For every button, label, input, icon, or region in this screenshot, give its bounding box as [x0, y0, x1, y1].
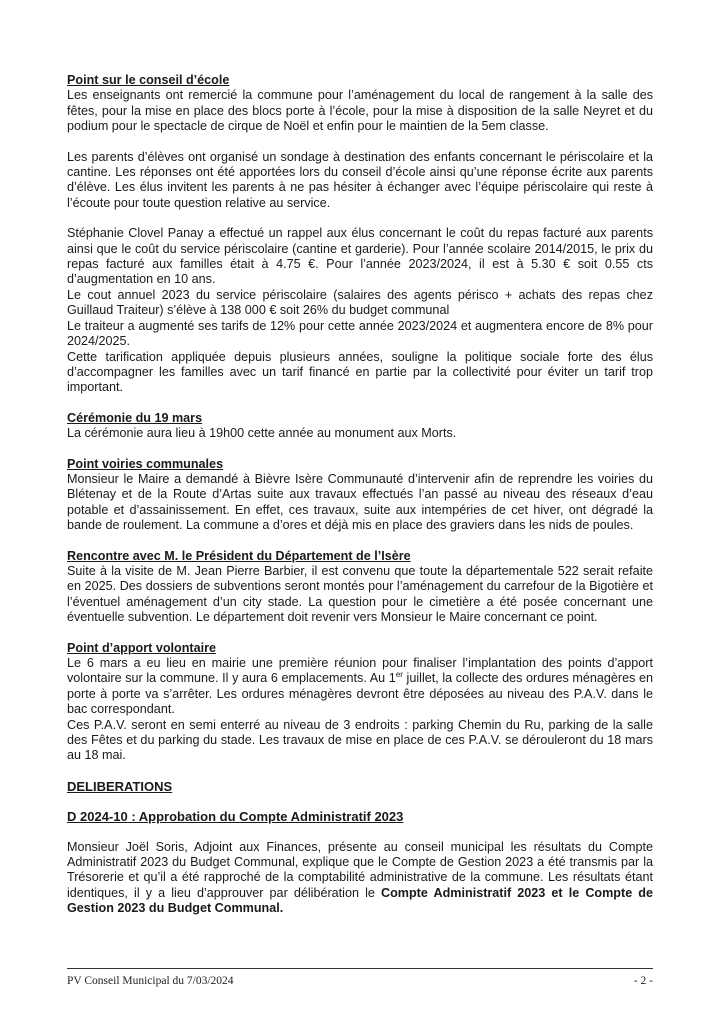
paragraph: Les parents d’élèves ont organisé un sondage à destination des enfants concernant le périscolaire et la cantine. Les réponses ont été apportées lors du conseil d’école ainsi qu’une réponse écrite aux parents d’élève. Les élus invitent les parents à ne pas hésiter à échanger avec l’équipe périscolaire qui reste à l’écoute pour toute question relative au service. [67, 149, 653, 210]
text-run: Monsieur Joël Soris, Adjoint aux Finances, présente au conseil municipal les résultats du Compte Administratif 2023 du Budget Communal, explique que le Compte de Gestion 2023 a été transmis par la Trésorerie et qu’il a été rapproché de la comptabilité administrative de la commune. Les résultats étant identiques, il y a lieu d’approuver par délibération le [67, 839, 653, 900]
paragraph [67, 656, 653, 718]
section-title-apport: Point d’apport volontaire [67, 640, 217, 655]
section-title-conseil-ecole: Point sur le conseil d’école [67, 73, 230, 87]
section-title-d2024-10: D 2024-10 : Approbation du Compte Administratif 2023 [67, 809, 404, 825]
paragraph: Ces P.A.V. seront en semi enterré au niveau de 3 endroits : parking Chemin du Ru, parking de la salle des Fêtes et du parking du stade. Les travaux de mise en place de ces P.A.V. se dérouleront du 18 mars au 18 mai. [67, 717, 653, 763]
section-title-ceremonie: Cérémonie du 19 mars [67, 410, 203, 425]
paragraph: Les enseignants ont remercié la commune pour l’aménagement du local de rangement à la salle des fêtes, pour la mise en place des blocs porte à l’école, pour la mise à disposition de la salle Neyret et du podium pour le spectacle de cirque de Noël et enfin pour le maintien de la 5em classe. [67, 88, 653, 134]
paragraph: Stéphanie Clovel Panay a effectué un rappel aux élus concernant le coût du repas facturé aux parents ainsi que le coût du service périscolaire (cantine et garderie). Pour l’année scolaire 2014/2015, le prix du repas facturé aux familles était à 4.75 €. Pour l’année 2023/2024, il est à 5.30 € soit 0.55 cts d’augmentation en 10 ans. [67, 226, 653, 287]
document-page [67, 73, 653, 917]
text-run: Le 6 mars a eu lieu en mairie une première réunion pour finaliser l’implantation des points d’apport volontaire sur la commune. Il y aura 6 emplacements. Au 1 [67, 656, 653, 686]
section-title-deliberations: DELIBERATIONS [67, 778, 173, 794]
text-run: juillet, la collecte des ordures ménagères en porte à porte va s’arrêter. Les ordures ménagères devront être déposées au niveau des P.A.V. dans le bac correspondant. [67, 671, 653, 717]
paragraph: Le cout annuel 2023 du service périscolaire (salaires des agents périsco + achats des repas chez Guillaud Traiteur) s’élève à 138 000 € soit 26% du budget communal [67, 287, 653, 318]
paragraph: Monsieur le Maire a demandé à Bièvre Isère Communauté d’intervenir afin de reprendre les voiries du Blétenay et de la Route d’Artas suite aux travaux effectués l’an passé au niveau des réseaux d’eau potable et d’assainissement. En effet, ces travaux, suite aux intempéries de cet hiver, ont dégradé la bande de roulement. La commune a d’ores et déjà mis en place des graviers dans les nids de poules. [67, 471, 653, 533]
footer-document-title: PV Conseil Municipal du 7/03/2024 [67, 975, 234, 987]
superscript: er [395, 670, 403, 680]
paragraph: Cette tarification appliquée depuis plusieurs années, souligne la politique sociale forte des élus d’accompagner les familles avec un tarif financé en partie par la collectivité pour éviter un tarif trop important. [67, 349, 653, 395]
page-footer [67, 975, 653, 987]
section-title-rencontre: Rencontre avec M. le Président du Département de l’Isère [67, 548, 411, 563]
footer-divider [67, 968, 653, 969]
paragraph: Le traiteur a augmenté ses tarifs de 12% pour cette année 2023/2024 et augmentera encore de 8% pour 2024/2025. [67, 318, 653, 349]
bold-text-run: Compte Administratif 2023 et le Compte de Gestion 2023 du Budget Communal. [67, 885, 653, 916]
section-title-voiries: Point voiries communales [67, 456, 224, 471]
page-number: - 2 - [633, 975, 653, 987]
paragraph: La cérémonie aura lieu à 19h00 cette année au monument aux Morts. [67, 426, 457, 441]
paragraph [67, 840, 653, 917]
paragraph: Suite à la visite de M. Jean Pierre Barbier, il est convenu que toute la départementale 522 serait refaite en 2025. Des dossiers de subventions seront montés pour l’aménagement du carrefour de la Bigotière et l’éventuel aménagement d’un city stade. La question pour le cimetière a été posée concernant une éventuelle subvention. Le département doit revenir vers Monsieur le Maire concernant ce point. [67, 563, 653, 625]
